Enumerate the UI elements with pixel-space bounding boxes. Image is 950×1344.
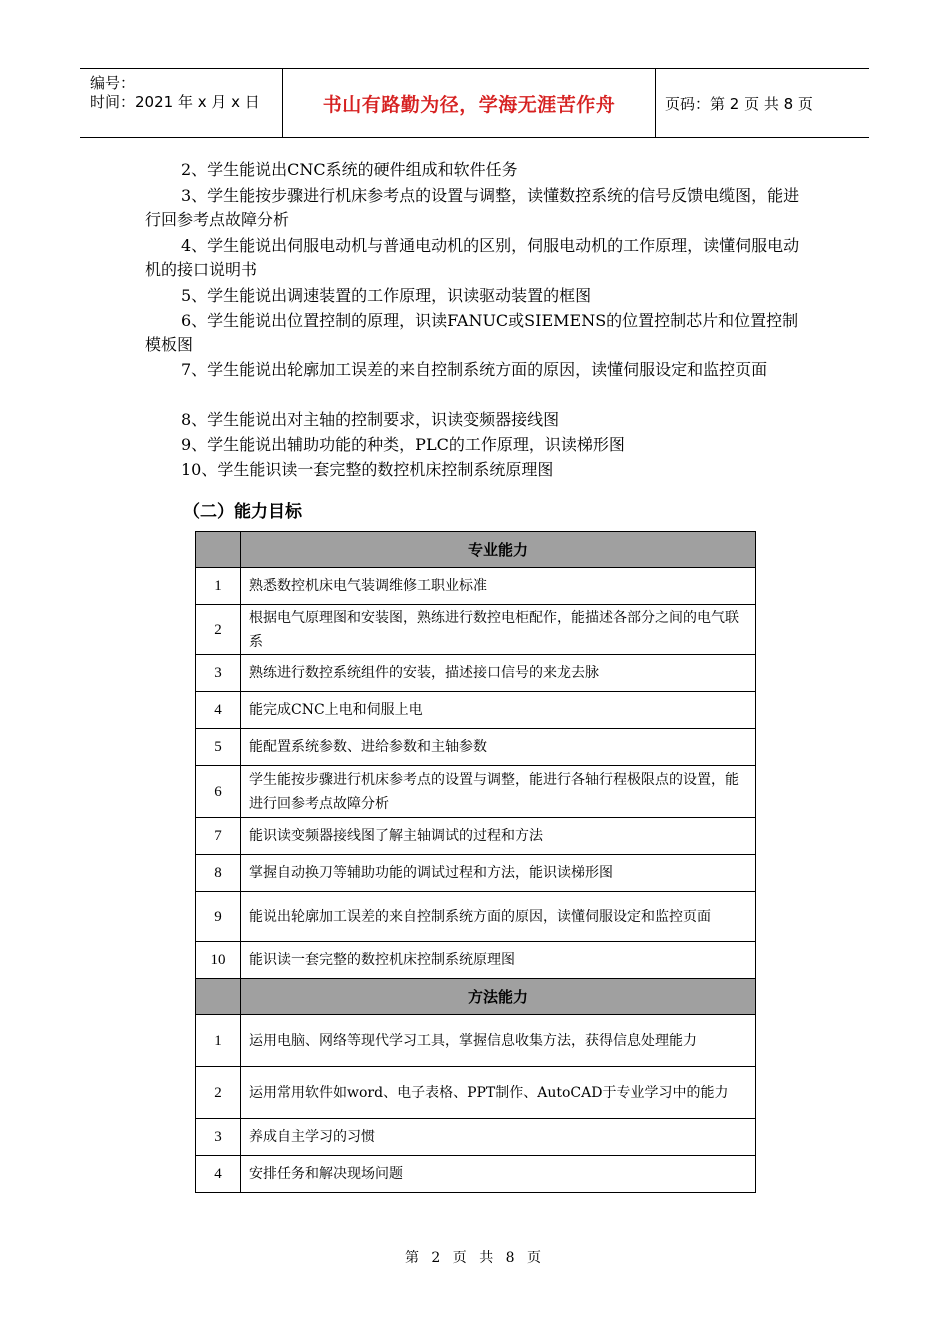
- row-text: 运用常用软件如word、电子表格、PPT制作、AutoCAD于专业学习中的能力: [241, 1067, 756, 1119]
- table-row: [196, 692, 756, 729]
- row-text: 能配置系统参数、进给参数和主轴参数: [241, 729, 756, 766]
- table-row: [196, 1067, 756, 1119]
- page-header: [80, 68, 869, 138]
- row-text: 安排任务和解决现场问题: [241, 1156, 756, 1193]
- table-row: [196, 1015, 756, 1067]
- row-number: 8: [196, 855, 241, 892]
- motto: 书山有路勤为径，学海无涯苦作舟: [322, 93, 616, 116]
- table-row: [196, 818, 756, 855]
- group-title: 专业能力: [241, 532, 756, 568]
- knowledge-item: 3、学生能按步骤进行机床参考点的设置与调整，读懂数控系统的信号反馈电缆图，能进行回参考点故障分析: [145, 186, 800, 229]
- group-header-professional: [196, 532, 756, 568]
- section-title: （二）能力目标: [183, 502, 302, 522]
- row-number: 2: [196, 605, 241, 655]
- row-number: 6: [196, 766, 241, 818]
- row-number: 2: [196, 1067, 241, 1119]
- header-page-cell: [655, 69, 869, 137]
- row-text: 掌握自动换刀等辅助功能的调试过程和方法，能识读梯形图: [241, 855, 756, 892]
- row-text: 学生能按步骤进行机床参考点的设置与调整，能进行各轴行程极限点的设置，能进行回参考点故障分析: [241, 766, 756, 818]
- number-label: 编号：: [90, 74, 136, 92]
- row-number: 7: [196, 818, 241, 855]
- time-label: 时间：2021 年 x 月 x 日: [90, 93, 260, 111]
- table-row: [196, 568, 756, 605]
- table-row: [196, 729, 756, 766]
- table-row: [196, 655, 756, 692]
- table-row: [196, 942, 756, 979]
- row-number: 4: [196, 1156, 241, 1193]
- page-footer: 第 2 页 共 8 页: [404, 1250, 546, 1266]
- table-row: [196, 892, 756, 942]
- header-motto-cell: [282, 69, 656, 137]
- group-title: 方法能力: [241, 979, 756, 1015]
- table-row: [196, 605, 756, 655]
- row-number: 9: [196, 892, 241, 942]
- knowledge-item: 2、学生能说出CNC系统的硬件组成和软件任务: [181, 160, 518, 179]
- row-number: 3: [196, 655, 241, 692]
- knowledge-item: 10、学生能识读一套完整的数控机床控制系统原理图: [181, 460, 554, 479]
- knowledge-item: 9、学生能说出辅助功能的种类，PLC的工作原理，识读梯形图: [181, 435, 625, 454]
- row-number: 1: [196, 1015, 241, 1067]
- row-text: 养成自主学习的习惯: [241, 1119, 756, 1156]
- knowledge-item: 5、学生能说出调速装置的工作原理，识读驱动装置的框图: [181, 286, 592, 305]
- table-row: [196, 1156, 756, 1193]
- knowledge-item: 8、学生能说出对主轴的控制要求，识读变频器接线图: [181, 410, 560, 429]
- group-header-method: [196, 979, 756, 1015]
- knowledge-item: 6、学生能说出位置控制的原理，识读FANUC或SIEMENS的位置控制芯片和位置控制模板图: [145, 311, 799, 354]
- table-row: [196, 1119, 756, 1156]
- row-number: 4: [196, 692, 241, 729]
- row-text: 运用电脑、网络等现代学习工具，掌握信息收集方法，获得信息处理能力: [241, 1015, 756, 1067]
- row-number: 10: [196, 942, 241, 979]
- header-meta: [80, 69, 282, 137]
- row-text: 熟练进行数控系统组件的安装，描述接口信号的来龙去脉: [241, 655, 756, 692]
- knowledge-item: 7、学生能说出轮廓加工误差的来自控制系统方面的原因，读懂伺服设定和监控页面: [181, 360, 768, 379]
- table-row: [196, 855, 756, 892]
- ability-table: [195, 531, 756, 1193]
- table-row: [196, 766, 756, 818]
- row-text: 能识读变频器接线图了解主轴调试的过程和方法: [241, 818, 756, 855]
- row-text: 根据电气原理图和安装图，熟练进行数控电柜配作，能描述各部分之间的电气联系: [241, 605, 756, 655]
- row-number: 5: [196, 729, 241, 766]
- row-text: 熟悉数控机床电气装调维修工职业标准: [241, 568, 756, 605]
- page-info: 页码：第 2 页 共 8 页: [665, 94, 813, 113]
- row-text: 能完成CNC上电和伺服上电: [241, 692, 756, 729]
- row-number: 3: [196, 1119, 241, 1156]
- knowledge-item: 4、学生能说出伺服电动机与普通电动机的区别，伺服电动机的工作原理，读懂伺服电动机的接口说明书: [145, 236, 800, 279]
- row-number: 1: [196, 568, 241, 605]
- row-text: 能说出轮廓加工误差的来自控制系统方面的原因，读懂伺服设定和监控页面: [241, 892, 756, 942]
- row-text: 能识读一套完整的数控机床控制系统原理图: [241, 942, 756, 979]
